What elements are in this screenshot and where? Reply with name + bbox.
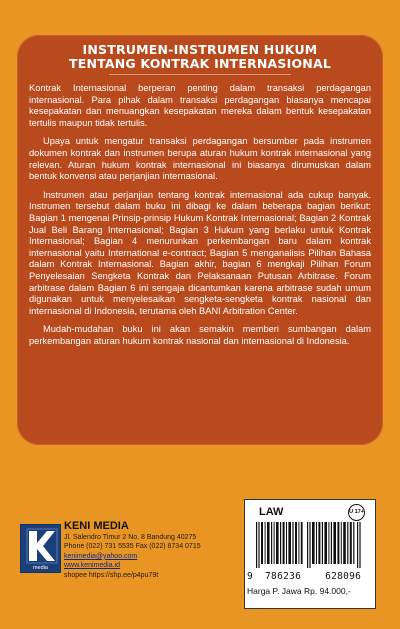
publisher-phone: Phone (022) 731 5535 Fax (022) 8734 0715	[64, 543, 201, 551]
logo-wordmark: media	[33, 565, 48, 571]
book-title-line-1: INSTRUMEN-INSTRUMEN HUKUM	[82, 42, 318, 57]
price-label: Harga P. Jawa Rp. 94.000,-	[247, 586, 351, 596]
barcode-icon	[256, 522, 362, 568]
publisher-details	[64, 520, 244, 580]
age-rating-badge: U 17+	[348, 504, 365, 521]
book-title-line-2: TENTANG KONTRAK INTERNASIONAL	[68, 56, 332, 71]
synopsis-paragraph-1: Kontrak Internasional berperan penting dalam transaksi perdagangan internasional. Para pihak dalam transaksi perdagangan biasanya mencapai kesepakatan dan menuangkan kesepakatan mereka dalam bentuk kesepakatan tertulis maupun tidak tertulis.	[29, 83, 371, 128]
publisher-shopee: shopee https://shp.ee/p4pu79t	[64, 571, 159, 579]
synopsis-text	[29, 83, 371, 354]
title-divider	[109, 74, 291, 75]
synopsis-paragraph-4: Mudah-mudahan buku ini akan semakin memberi sumbangan dalam perkembangan aturan hukum kontrak nasional dan internasional di Indonesia.	[29, 324, 371, 346]
isbn-group-2: 628096	[325, 571, 362, 582]
isbn-group-1: 786236	[265, 571, 302, 582]
isbn-prefix: 9	[247, 571, 254, 582]
keni-media-logo-icon	[20, 524, 61, 573]
synopsis-paragraph-2: Upaya untuk mengatur transaksi perdagangan bersumber pada instrumen dokumen kontrak dan instrumen berupa aturan hukum kontrak internasional yang relevan. Aturan hukum kontrak internasional ini biasanya dirumuskan dalam bentuk konvensi atau perjanjian internasional.	[29, 136, 371, 182]
synopsis-panel	[17, 35, 383, 445]
publisher-name: KENI MEDIA	[64, 520, 129, 532]
synopsis-paragraph-3: Instrumen atau perjanjian tentang kontrak internasional ada cukup banyak. Instrumen tersebut dalam buku ini dibagi ke dalam beberapa bagian berikut: Bagian 1 mengenai Prinsip-prinsip Hukum Kontrak Internasional; Bagian 2 Kontrak Jual Beli Barang Internasional; Bagian 3 Hukum yang berlaku untuk Kontrak Internasional; Bagian 4 menurunkan perkembangan baru dalam kontrak internasional yaitu International e-contract; Bagian 5 menganalisis Pilihan Bahasa dalam Kontrak Internasional. Bagian akhir, bagian 6 mengkaji Pilihan Forum Penyelesaian Sengketa Kontrak dan Pelaksanaan Putusan Arbitrase. Forum arbitrase dalam Bagian 6 ini sengaja dicantumkan karena arbitrase sudah umum digunakan untuk menyelesaikan sengketa-sengketa kontrak nasional dan internasional di Indonesia, terutama oleh BANI Arbitration Center.	[29, 189, 371, 316]
isbn-number	[247, 571, 373, 582]
publisher-address: Jl. Salendro Timur 2 No. 8 Bandung 40275	[64, 534, 197, 541]
publisher-website-link[interactable]: www.kenimedia.id	[64, 562, 121, 570]
book-title	[17, 43, 383, 71]
category-label: LAW	[259, 506, 284, 518]
isbn-barcode-box	[244, 499, 376, 609]
publisher-email-link[interactable]: kenimedia@yahoo.com	[64, 552, 138, 560]
